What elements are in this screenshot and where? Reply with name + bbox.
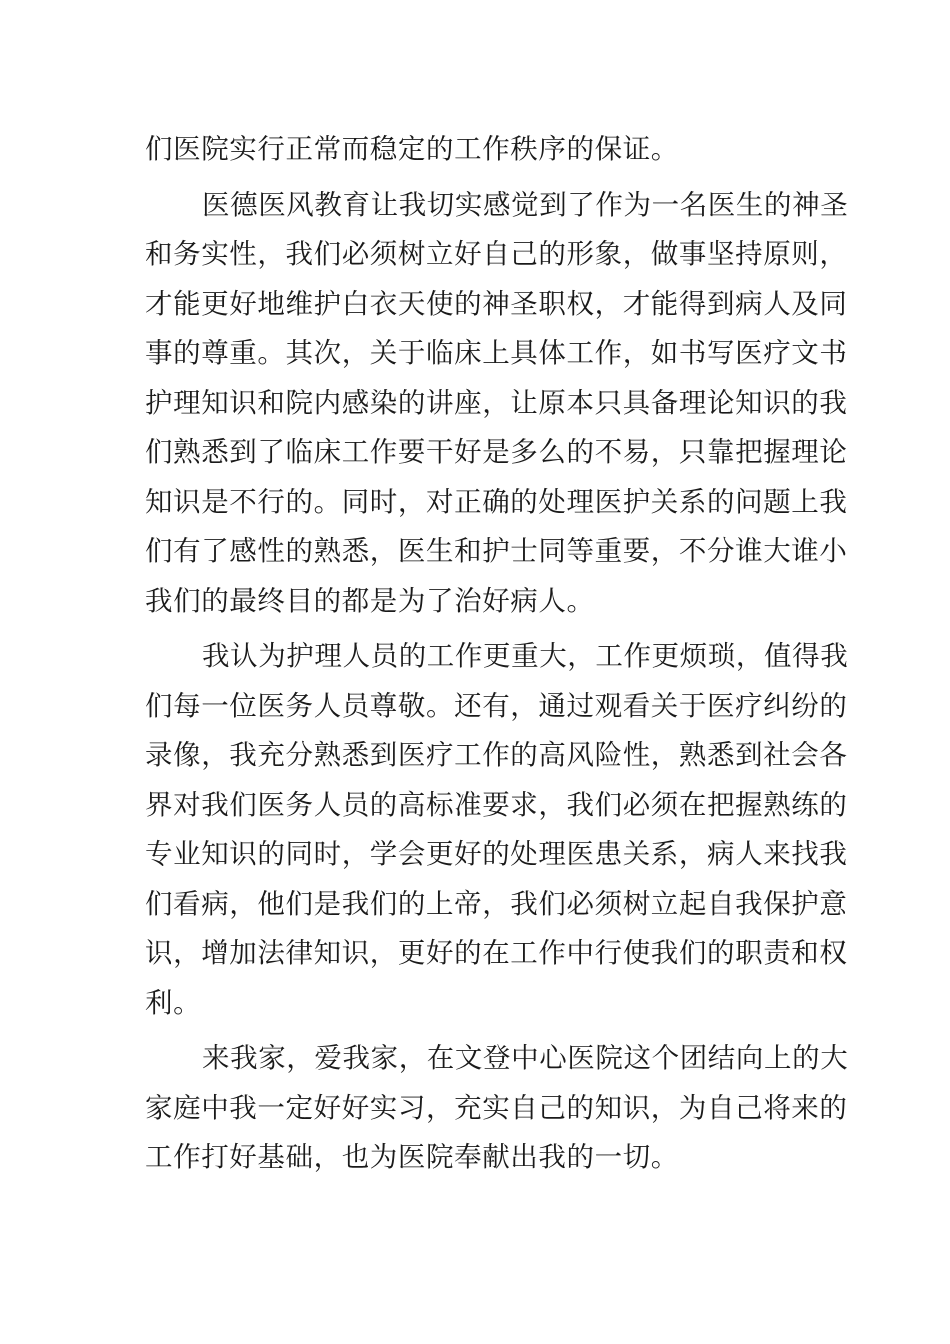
text-line: 事的尊重。其次，关于临床上具体工作，如书写医疗文书 (145, 337, 848, 369)
text-line: 们有了感性的熟悉，医生和护士同等重要，不分谁大谁小 (145, 535, 848, 567)
paragraph-first-line: 我认为护理人员的工作更重大，工作更烦琐，值得我 (202, 640, 849, 672)
text-line: 识，增加法律知识，更好的在工作中行使我们的职责和权 (145, 937, 848, 969)
text-line: 录像，我充分熟悉到医疗工作的高风险性，熟悉到社会各 (145, 739, 848, 771)
text-line: 家庭中我一定好好实习，充实自己的知识，为自己将来的 (145, 1091, 848, 1124)
text-line: 利。 (145, 986, 202, 1019)
text-line: 们医院实行正常而稳定的工作秩序的保证。 (145, 133, 679, 165)
text-line: 和务实性，我们必须树立好自己的形象，做事坚持原则， (145, 238, 848, 270)
text-line: 界对我们医务人员的高标准要求，我们必须在把握熟练的 (145, 788, 848, 821)
text-line: 专业知识的同时，学会更好的处理医患关系，病人来找我 (145, 838, 848, 870)
text-line: 们熟悉到了临床工作要干好是多么的不易，只靠把握理论 (145, 436, 848, 468)
text-line: 护理知识和院内感染的讲座，让原本只具备理论知识的我 (145, 386, 848, 419)
document-body (145, 125, 849, 1183)
text-line: 我们的最终目的都是为了治好病人。 (145, 584, 595, 617)
text-line: 知识是不行的。同时，对正确的处理医护关系的问题上我 (145, 485, 848, 518)
text-line: 才能更好地维护白衣天使的神圣职权，才能得到病人及同 (145, 287, 848, 320)
text-line: 工作打好基础，也为医院奉献出我的一切。 (145, 1141, 679, 1173)
paragraph-first-line: 医德医风教育让我切实感觉到了作为一名医生的神圣 (202, 188, 849, 221)
text-line: 们看病，他们是我们的上帝，我们必须树立起自我保护意 (145, 887, 848, 920)
paragraph-first-line: 来我家，爱我家，在文登中心医院这个团结向上的大 (202, 1042, 849, 1074)
text-line: 们每一位医务人员尊敬。还有，通过观看关于医疗纠纷的 (145, 689, 848, 722)
